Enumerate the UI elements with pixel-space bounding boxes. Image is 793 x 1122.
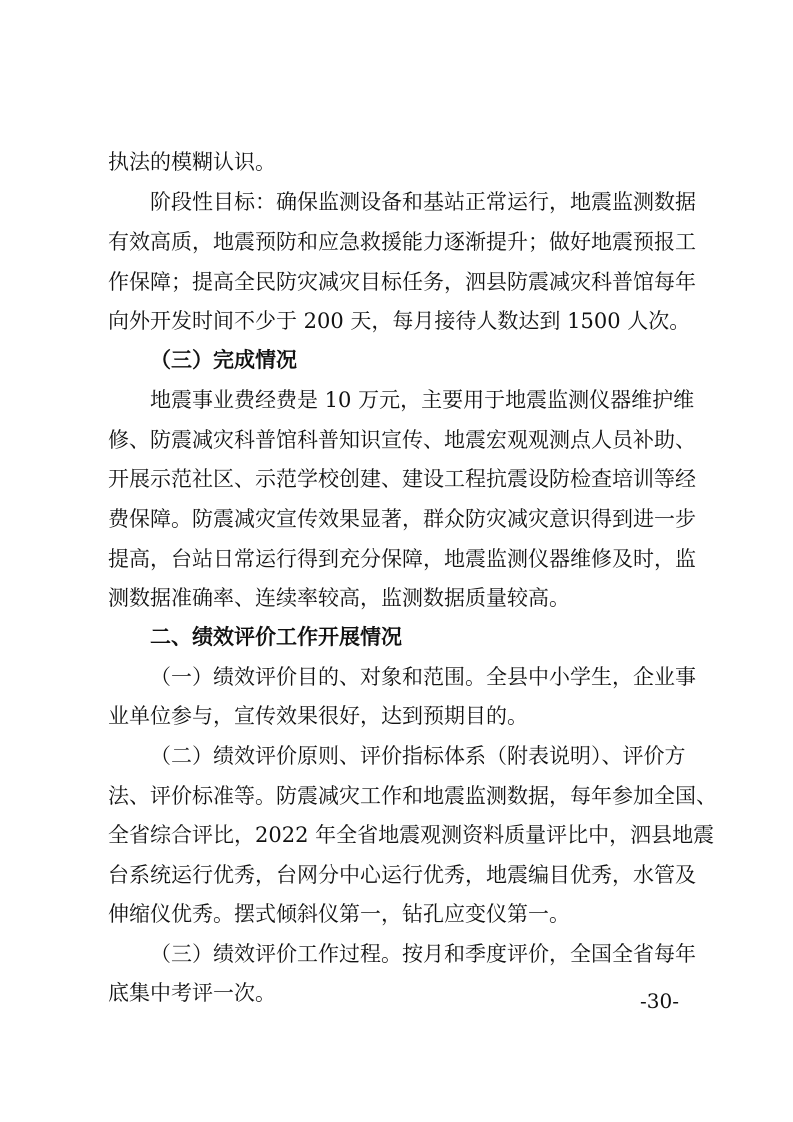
paragraph-line: 执法的模糊认识。 <box>108 150 276 174</box>
paragraph-line: 修、防震减灾科普馆科普知识宣传、地震宏观观测点人员补助、 <box>108 428 696 452</box>
paragraph-line: 费保障。防震减灾宣传效果显著，群众防灾减灾意识得到进一步 <box>108 507 696 531</box>
paragraph-line: 全省综合评比，2022 年全省地震观测资料质量评比中，泗县地震 <box>108 823 715 847</box>
paragraph-line: （二）绩效评价原则、评价指标体系（附表说明）、评价方 <box>150 744 686 768</box>
section-heading: 二、绩效评价工作开展情况 <box>150 625 402 649</box>
section-heading: （三）完成情况 <box>150 348 297 372</box>
paragraph-line: 阶段性目标：确保监测设备和基站正常运行，地震监测数据 <box>150 190 696 214</box>
paragraph-line: （三）绩效评价工作过程。按月和季度评价，全国全省每年 <box>150 942 696 966</box>
paragraph-line: （一）绩效评价目的、对象和范围。全县中小学生，企业事 <box>150 665 696 689</box>
paragraph-line: 向外开发时间不少于 200 天，每月接待人数达到 1500 人次。 <box>108 309 691 333</box>
paragraph-line: 测数据准确率、连续率较高，监测数据质量较高。 <box>108 586 570 610</box>
paragraph-line: 底集中考评一次。 <box>108 981 276 1005</box>
paragraph-line: 提高，台站日常运行得到充分保障，地震监测仪器维修及时，监 <box>108 547 696 571</box>
paragraph-line: 地震事业费经费是 10 万元，主要用于地震监测仪器维护维 <box>150 388 695 412</box>
paragraph-line: 作保障；提高全民防灾减灾目标任务，泗县防震减灾科普馆每年 <box>108 270 696 294</box>
paragraph-line: 业单位参与，宣传效果很好，达到预期目的。 <box>108 704 528 728</box>
paragraph-line: 法、评价标准等。防震减灾工作和地震监测数据，每年参加全国、 <box>108 784 717 808</box>
page-number: -30- <box>640 989 679 1013</box>
paragraph-line: 开展示范社区、示范学校创建、建设工程抗震设防检查培训等经 <box>108 467 696 491</box>
paragraph-line: 台系统运行优秀，台网分中心运行优秀，地震编目优秀，水管及 <box>108 863 696 887</box>
paragraph-line: 有效高质，地震预防和应急救援能力逐渐提升；做好地震预报工 <box>108 230 696 254</box>
paragraph-line: 伸缩仪优秀。摆式倾斜仪第一，钻孔应变仪第一。 <box>108 902 570 926</box>
